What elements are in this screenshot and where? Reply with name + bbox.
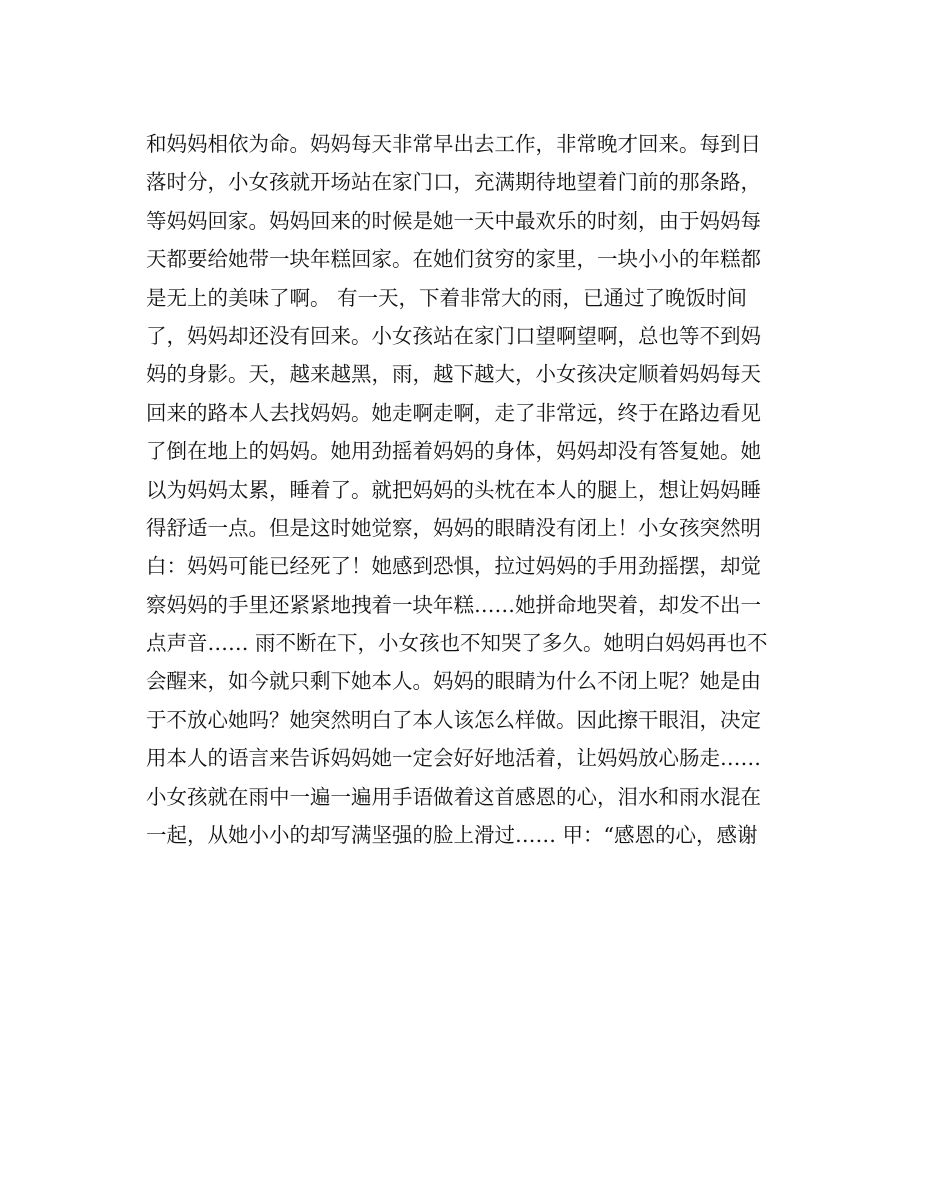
text-line: 小女孩就在雨中一遍一遍用手语做着这首感恩的心，泪水和雨水混在 <box>146 784 761 809</box>
text-line: 点声音…… 雨不断在下，小女孩也不知哭了多久。她明白妈妈再也不 <box>146 631 768 656</box>
text-line: 是无上的美味了啊。 有一天，下着非常大的雨，已通过了晚饭时间 <box>146 285 748 310</box>
text-line: 了，妈妈却还没有回来。小女孩站在家门口望啊望啊，总也等不到妈 <box>146 323 761 348</box>
text-line: 用本人的语言来告诉妈妈她一定会好好地活着，让妈妈放心肠走…… <box>146 746 761 771</box>
text-line: 得舒适一点。但是这时她觉察，妈妈的眼睛没有闭上！小女孩突然明 <box>146 515 761 540</box>
text-line: 于不放心她吗？她突然明白了本人该怎么样做。因此擦干眼泪，决定 <box>146 707 761 732</box>
body-text <box>146 125 806 854</box>
text-line: 回来的路本人去找妈妈。她走啊走啊，走了非常远，终于在路边看见 <box>146 400 761 425</box>
text-line: 察妈妈的手里还紧紧地拽着一块年糕……她拼命地哭着，却发不出一 <box>146 592 761 617</box>
text-line: 白：妈妈可能已经死了！她感到恐惧，拉过妈妈的手用劲摇摆，却觉 <box>146 554 761 579</box>
text-line: 妈的身影。天，越来越黑，雨，越下越大，小女孩决定顺着妈妈每天 <box>146 362 761 387</box>
text-line: 以为妈妈太累，睡着了。就把妈妈的头枕在本人的腿上，想让妈妈睡 <box>146 477 761 502</box>
text-line: 一起，从她小小的却写满坚强的脸上滑过…… 甲：“感恩的心，感谢 <box>146 823 758 848</box>
text-line: 落时分，小女孩就开场站在家门口，充满期待地望着门前的那条路， <box>146 170 761 195</box>
text-line: 等妈妈回家。妈妈回来的时候是她一天中最欢乐的时刻，由于妈妈每 <box>146 208 761 233</box>
text-line: 了倒在地上的妈妈。她用劲摇着妈妈的身体，妈妈却没有答复她。她 <box>146 439 761 464</box>
text-line: 天都要给她带一块年糕回家。在她们贫穷的家里，一块小小的年糕都 <box>146 247 761 272</box>
text-line: 和妈妈相依为命。妈妈每天非常早出去工作，非常晚才回来。每到日 <box>146 132 761 156</box>
text-line: 会醒来，如今就只剩下她本人。妈妈的眼睛为什么不闭上呢？她是由 <box>146 669 761 694</box>
